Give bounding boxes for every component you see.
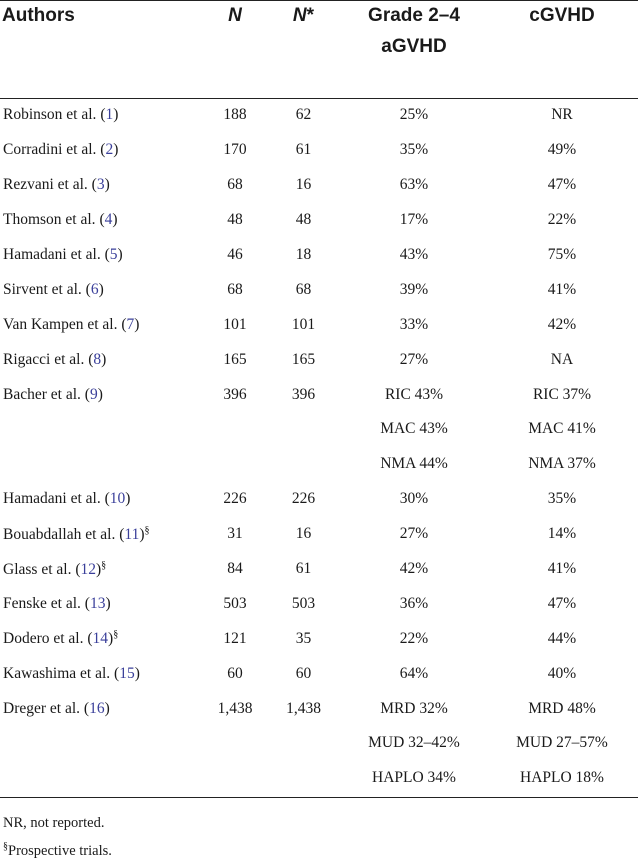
table-row [0, 691, 638, 726]
cell-n: 188 [223, 106, 247, 124]
table-row [0, 586, 638, 621]
cell-author: Van Kampen et al. (7) [3, 315, 140, 333]
table-row [0, 412, 638, 447]
cell-agvhd: 36% [399, 594, 429, 612]
cell-cgvhd: NR [551, 106, 573, 124]
cell-n: 48 [227, 211, 243, 229]
author-name: Hamadani et al. [3, 490, 101, 508]
cell-agvhd: 27% [399, 350, 429, 368]
cell-n-star: 68 [295, 280, 312, 298]
cell-author: Thomson et al. (4) [3, 211, 118, 229]
cell-author: Robinson et al. (1) [3, 106, 119, 124]
prospective-mark: § [101, 559, 107, 571]
cell-author: Rezvani et al. (3) [3, 176, 110, 194]
reference-link[interactable]: 15 [119, 664, 135, 682]
reference-link[interactable]: 14 [92, 630, 109, 648]
table-row [0, 377, 638, 412]
author-name: Rezvani et al. [3, 176, 88, 194]
header-agvhd-line1: Grade 2–4 [368, 5, 460, 26]
cell-agvhd: 64% [399, 664, 429, 682]
header-agvhd [342, 0, 486, 98]
cell-cgvhd: MRD 48% [528, 699, 596, 717]
cell-agvhd: HAPLO 34% [372, 769, 456, 787]
header-n-star-mark: * [306, 5, 315, 26]
author-name: Kawashima et al. [3, 664, 111, 682]
prospective-mark: § [144, 524, 150, 536]
cell-agvhd: 42% [399, 560, 429, 578]
cell-cgvhd: 40% [547, 664, 577, 682]
cell-agvhd: 39% [399, 280, 429, 298]
cell-agvhd: 63% [399, 176, 429, 194]
cell-n: 101 [223, 315, 247, 333]
table-row [0, 726, 638, 761]
cell-cgvhd: 41% [547, 560, 577, 578]
cell-cgvhd: 49% [547, 141, 577, 159]
cell-agvhd: NMA 44% [380, 455, 448, 473]
cell-n: 31 [227, 525, 243, 543]
footnote-prospective-mark: § [3, 841, 8, 852]
header-rule [0, 98, 638, 99]
reference-link[interactable]: 16 [89, 699, 105, 717]
cell-author: Kawashima et al. (15) [3, 664, 140, 682]
table-row [0, 482, 638, 517]
cell-agvhd: 33% [399, 315, 429, 333]
prospective-mark: § [113, 629, 119, 641]
header-n-star-base: N [292, 5, 307, 26]
cell-n: 1,438 [217, 699, 253, 717]
author-name: Bouabdallah et al. [3, 525, 116, 543]
cell-author: Fenske et al. (13) [3, 594, 111, 612]
cell-author: Bacher et al. (9) [3, 385, 103, 403]
cell-n-star: 101 [291, 315, 316, 333]
cell-cgvhd: HAPLO 18% [520, 769, 604, 787]
cell-n: 68 [227, 176, 243, 194]
cell-author: Hamadani et al. (5) [3, 246, 123, 263]
author-name: Thomson et al. [3, 211, 96, 229]
reference-link[interactable]: 6 [90, 280, 99, 298]
cell-n: 170 [223, 141, 247, 159]
cell-n-star [265, 447, 342, 482]
cell-author: Bouabdallah et al. (11)§ [3, 524, 150, 543]
cell-cgvhd: NMA 37% [528, 455, 596, 473]
cell-cgvhd: NA [550, 350, 574, 368]
cell-author [0, 412, 205, 447]
cell-author [0, 761, 205, 796]
reference-link[interactable]: 5 [109, 246, 118, 263]
cell-agvhd: 43% [399, 246, 429, 263]
cell-n [205, 726, 265, 761]
cell-author: Rigacci et al. (8) [3, 350, 107, 368]
cell-n-star: 48 [295, 211, 312, 229]
cell-agvhd: 27% [399, 525, 429, 543]
author-name: Rigacci et al. [3, 350, 85, 368]
cell-cgvhd: MAC 41% [528, 420, 596, 438]
cell-cgvhd: 41% [547, 280, 577, 298]
author-name: Bacher et al. [3, 385, 81, 403]
table-row [0, 552, 638, 587]
table-row [0, 656, 638, 691]
reference-link[interactable]: 8 [93, 350, 102, 368]
table-row [0, 447, 638, 482]
footnote-prospective-text: Prospective trials. [8, 843, 112, 859]
cell-agvhd: MUD 32–42% [368, 734, 460, 752]
author-name: Glass et al. [3, 560, 72, 578]
header-n-star [265, 0, 342, 98]
cell-n-star [265, 726, 342, 761]
reference-link[interactable]: 12 [80, 560, 96, 578]
header-agvhd-line2: aGVHD [381, 36, 447, 57]
table-row [0, 517, 638, 552]
cell-cgvhd: 14% [547, 525, 577, 543]
reference-link[interactable]: 2 [105, 141, 114, 159]
cell-cgvhd: RIC 37% [532, 385, 592, 403]
cell-n-star: 396 [291, 385, 316, 403]
cell-n-star: 60 [295, 664, 312, 682]
table-row [0, 307, 638, 342]
table-header [0, 0, 638, 98]
cell-n: 60 [227, 664, 243, 682]
header-n: N [228, 5, 242, 26]
cell-n-star: 62 [295, 106, 312, 124]
cell-n: 503 [223, 594, 247, 612]
reference-link[interactable]: 9 [89, 385, 98, 403]
cell-agvhd: MAC 43% [380, 420, 448, 438]
reference-link[interactable]: 3 [96, 176, 105, 194]
footnote-nr: NR, not reported. [3, 815, 105, 831]
author-name: Dodero et al. [3, 630, 84, 648]
table-row [0, 621, 638, 656]
cell-cgvhd: MUD 27–57% [516, 734, 608, 752]
cell-cgvhd: 44% [547, 629, 577, 647]
reference-link[interactable]: 11 [124, 525, 140, 543]
header-cgvhd: cGVHD [529, 5, 595, 26]
table-row [0, 133, 638, 168]
cell-n [205, 412, 265, 447]
cell-n-star: 61 [295, 141, 312, 159]
author-name: Fenske et al. [3, 594, 81, 612]
cell-agvhd: 35% [399, 141, 429, 159]
cell-author: Glass et al. (12)§ [3, 559, 107, 578]
cell-n-star: 1,438 [286, 699, 321, 717]
cell-author: Dodero et al. (14)§ [3, 629, 119, 648]
bottom-rule [0, 797, 638, 798]
cell-cgvhd: 22% [547, 211, 577, 229]
cell-n: 84 [227, 560, 243, 578]
author-name: Hamadani et al. [3, 246, 101, 263]
cell-n [205, 761, 265, 796]
cell-n-star: 165 [291, 350, 316, 368]
cell-cgvhd: 47% [547, 176, 577, 194]
cell-n-star: 16 [295, 525, 312, 543]
cell-agvhd: MRD 32% [380, 699, 448, 717]
top-rule [0, 0, 638, 1]
cell-n [205, 447, 265, 482]
cell-agvhd: 22% [399, 629, 429, 647]
cell-n-star: 18 [295, 246, 312, 263]
cell-cgvhd: 47% [547, 594, 577, 612]
author-name: Van Kampen et al. [3, 315, 118, 333]
cell-n-star: 226 [291, 490, 316, 508]
author-name: Dreger et al. [3, 699, 81, 717]
table-row [0, 98, 638, 133]
cell-author [0, 726, 205, 761]
cell-n-star: 61 [295, 560, 312, 578]
author-name: Corradini et al. [3, 141, 97, 159]
author-name: Sirvent et al. [3, 280, 82, 298]
cell-author: Hamadani et al. (10) [3, 490, 131, 508]
cell-n: 68 [227, 280, 243, 298]
cell-agvhd: 25% [399, 106, 429, 124]
table-row [0, 272, 638, 307]
table-row [0, 761, 638, 796]
reference-link[interactable]: 4 [104, 211, 113, 229]
header-authors: Authors [2, 5, 75, 26]
author-name: Robinson et al. [3, 106, 97, 124]
table-row [0, 168, 638, 203]
cell-cgvhd: 75% [547, 246, 577, 263]
cell-n-star: 16 [295, 176, 312, 194]
cell-cgvhd: 42% [547, 315, 577, 333]
cell-author: Corradini et al. (2) [3, 141, 119, 159]
cell-n-star [265, 412, 342, 447]
reference-link[interactable]: 7 [126, 315, 135, 333]
cell-author [0, 447, 205, 482]
reference-link[interactable]: 1 [105, 106, 114, 124]
table-row [0, 342, 638, 377]
cell-author: Sirvent et al. (6) [3, 280, 104, 298]
table-row [0, 203, 638, 238]
cell-n: 121 [223, 629, 247, 647]
reference-link[interactable]: 13 [89, 594, 106, 612]
cell-agvhd: 17% [399, 211, 429, 229]
table-body [0, 98, 638, 796]
footnote-prospective [3, 835, 112, 863]
cell-n: 396 [223, 385, 247, 403]
cell-cgvhd: 35% [547, 490, 577, 508]
cell-n: 226 [223, 490, 247, 508]
cell-n-star: 35 [295, 629, 312, 647]
cell-agvhd: 30% [399, 490, 429, 508]
cell-n-star: 503 [291, 594, 316, 612]
cell-n-star [265, 761, 342, 796]
cell-agvhd: RIC 43% [384, 385, 444, 403]
cell-n: 165 [223, 350, 247, 368]
cell-n: 46 [227, 246, 243, 263]
reference-link[interactable]: 10 [109, 490, 126, 508]
cell-author: Dreger et al. (16) [3, 699, 110, 717]
table-row [0, 238, 638, 273]
